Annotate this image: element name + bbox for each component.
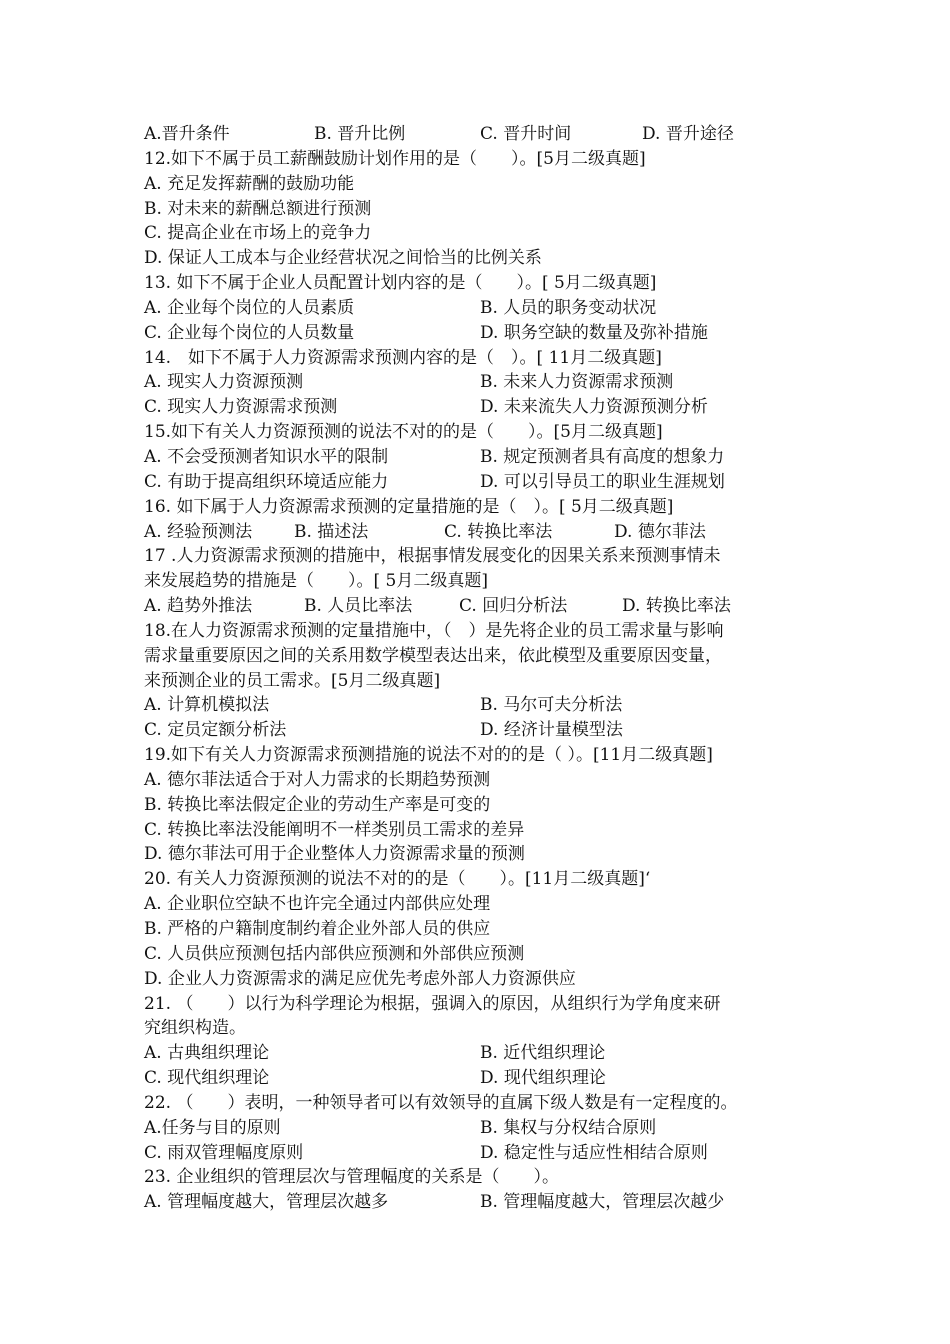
answer-option: C. 雨双管理幅度原则: [144, 1142, 304, 1163]
question-stem: 20. 有关人力资源预测的说法不对的的是（ ）。[11月二级真题]‘: [144, 869, 651, 890]
option-row: [144, 296, 814, 321]
answer-option: B. 严格的户籍制度制约着企业外部人员的供应: [144, 919, 491, 939]
option-row: [144, 395, 814, 420]
answer-option: D. 稳定性与适应性相结合原则: [480, 1142, 708, 1163]
question-stem: 14. 如下不属于人力资源需求预测内容的是（ ）。[ 11月二级真题]: [144, 347, 662, 368]
option-row: [144, 370, 814, 395]
option-row: [144, 470, 814, 495]
option-row: [144, 718, 814, 743]
question-stem: 21. （ ）以行为科学理论为根据，强调入的原因，从组织行为学角度来研: [144, 993, 721, 1014]
answer-option-b: B. 晋升比例: [314, 124, 406, 144]
answer-option: A. 企业职位空缺不也许完全通过内部供应处理: [144, 894, 491, 915]
answer-option: D. 现代组织理论: [480, 1068, 606, 1089]
question-continuation: 究组织构造。: [144, 1018, 246, 1039]
option-row: [144, 321, 814, 346]
question-stem: 12.如下不属于员工薪酬鼓励计划作用的是（ ）。[5月二级真题]: [144, 148, 646, 169]
answer-option: D. 德尔菲法可用于企业整体人力资源需求量的预测: [144, 844, 525, 865]
answer-option: D. 经济计量模型法: [480, 720, 623, 741]
answer-option: B. 对未来的薪酬总额进行预测: [144, 198, 372, 219]
answer-option-a: A. 经验预测法: [144, 521, 253, 542]
answer-option: C. 定员定额分析法: [144, 720, 287, 741]
question-continuation: 来预测企业的员工需求。[5月二级真题]: [144, 670, 441, 691]
option-row: [144, 1141, 814, 1166]
option-row: [144, 1190, 814, 1215]
question-stem: 15.如下有关人力资源预测的说法不对的的是（ ）。[5月二级真题]: [144, 422, 663, 443]
question-stem: 19.如下有关人力资源需求预测措施的说法不对的的是（ ）。[11月二级真题]: [144, 745, 713, 766]
answer-option: D. 职务空缺的数量及弥补措施: [480, 322, 708, 343]
answer-option: A. 管理幅度越大，管理层次越多: [144, 1192, 389, 1213]
answer-option: A.任务与目的原则: [144, 1117, 281, 1138]
answer-option-a: A. 趋势外推法: [144, 596, 253, 617]
question-continuation: 来发展趋势的措施是（ ）。[ 5月二级真题]: [144, 571, 488, 592]
answer-option: A. 计算机模拟法: [144, 695, 270, 716]
answer-option: C. 企业每个岗位的人员数量: [144, 322, 355, 343]
answer-option-c: C. 转换比率法: [444, 521, 553, 542]
answer-option: C. 提高企业在市场上的竞争力: [144, 223, 372, 244]
answer-option: B. 集权与分权结合原则: [480, 1117, 657, 1138]
answer-option: A. 现实人力资源预测: [144, 372, 304, 393]
option-row: [144, 122, 814, 147]
answer-option: B. 马尔可夫分析法: [480, 695, 623, 716]
answer-option: B. 近代组织理论: [480, 1043, 606, 1064]
answer-option: A. 企业每个岗位的人员素质: [144, 297, 355, 318]
answer-option-d: D. 德尔菲法: [614, 521, 706, 542]
answer-option: D. 未来流失人力资源预测分析: [480, 397, 708, 418]
answer-option: B. 未来人力资源需求预测: [480, 372, 674, 393]
answer-option-b: B. 描述法: [294, 521, 369, 542]
question-stem: 23. 企业组织的管理层次与管理幅度的关系是（ ）。: [144, 1167, 559, 1188]
answer-option: A. 德尔菲法适合于对人力需求的长期趋势预测: [144, 769, 491, 790]
question-continuation: 需求量重要原因之间的关系用数学模型表达出来，依此模型及重要原因变量，: [144, 645, 722, 666]
answer-option-b: B. 人员比率法: [304, 596, 413, 617]
answer-option: A. 古典组织理论: [144, 1043, 270, 1064]
answer-option: D. 保证人工成本与企业经营状况之间恰当的比例关系: [144, 248, 542, 269]
answer-option: A. 不会受预测者知识水平的限制: [144, 446, 389, 467]
answer-option: C. 有助于提高组织环境适应能力: [144, 471, 389, 492]
answer-option: B. 转换比率法假定企业的劳动生产率是可变的: [144, 794, 491, 815]
answer-option: B. 人员的职务变动状况: [480, 297, 657, 318]
answer-option: C. 转换比率法没能阐明不一样类别员工需求的差异: [144, 819, 525, 840]
option-row: [144, 1116, 814, 1141]
question-stem: 16. 如下属于人力资源需求预测的定量措施的是（ ）。[ 5月二级真题]: [144, 496, 674, 517]
option-row: [144, 445, 814, 470]
option-row: [144, 1041, 814, 1066]
answer-option-d: D. 晋升途径: [642, 124, 734, 144]
answer-option-d: D. 转换比率法: [622, 596, 731, 617]
question-stem: 18.在人力资源需求预测的定量措施中，（ ）是先将企业的员工需求量与影响: [144, 620, 724, 641]
answer-option: A. 充足发挥薪酬的鼓励功能: [144, 173, 355, 194]
answer-option: D. 企业人力资源需求的满足应优先考虑外部人力资源供应: [144, 968, 576, 989]
question-stem: 13. 如下不属于企业人员配置计划内容的是（ ）。[ 5月二级真题]: [144, 273, 657, 294]
question-stem: 17 .人力资源需求预测的措施中，根据事情发展变化的因果关系来预测事情未: [144, 546, 721, 567]
answer-option: C. 现实人力资源需求预测: [144, 397, 338, 418]
answer-option: B. 管理幅度越大，管理层次越少: [480, 1192, 725, 1213]
question-stem: 22. （ ）表明，一种领导者可以有效领导的直属下级人数是有一定程度的。: [144, 1092, 738, 1113]
answer-option-c: C. 回归分析法: [459, 596, 568, 617]
option-row: [144, 1066, 814, 1091]
exam-questions: [144, 122, 814, 1215]
answer-option: C. 现代组织理论: [144, 1068, 270, 1089]
answer-option-a: A.晋升条件: [144, 124, 230, 144]
answer-option-c: C. 晋升时间: [480, 124, 572, 144]
answer-option: B. 规定预测者具有高度的想象力: [480, 446, 725, 467]
option-row: [144, 693, 814, 718]
option-row: [144, 520, 814, 545]
option-row: [144, 594, 814, 619]
answer-option: C. 人员供应预测包括内部供应预测和外部供应预测: [144, 943, 525, 964]
answer-option: D. 可以引导员工的职业生涯规划: [480, 471, 725, 492]
